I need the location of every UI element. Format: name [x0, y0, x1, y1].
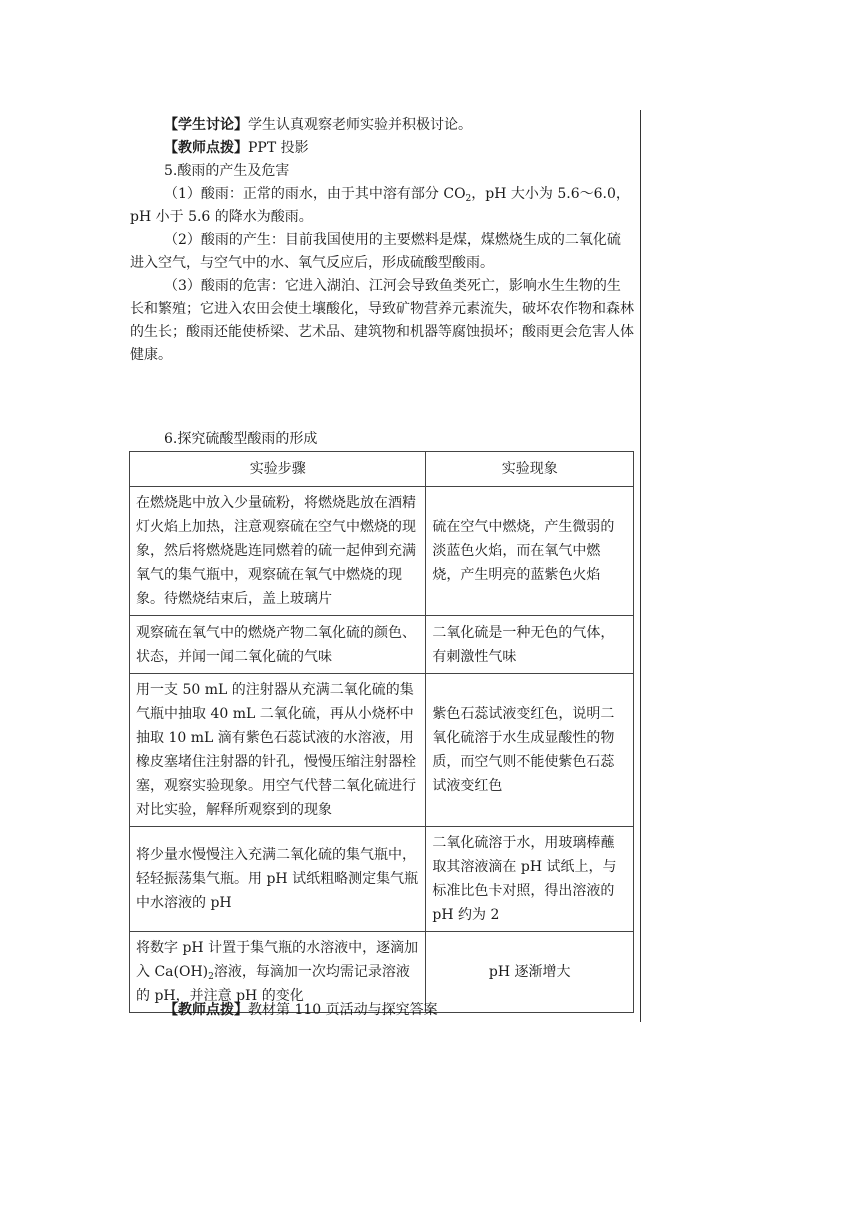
section-5-title: 5.酸雨的产生及危害	[164, 163, 290, 179]
table-row	[130, 674, 634, 827]
guidance-label: 【教师点拨】	[164, 140, 248, 156]
step-cell: 观察硫在氧气中的燃烧产物二氧化硫的颜色、状态，并闻一闻二氧化硫的气味	[130, 616, 426, 674]
step-cell: 用一支 50 mL 的注射器从充满二氧化硫的集气瓶中抽取 40 mL 二氧化硫，再从小烧杯中抽取 10 mL 滴有紫色石蕊试液的水溶液，用橡皮塞堵住注射器的针孔，慢慢压缩注射器栓塞，观察实验现象。用空气代替二氧化硫进行对比实验，解释所观察到的现象	[130, 674, 426, 827]
table-row	[130, 827, 634, 932]
step-text-b: 溶液，每滴加一次均需记录溶液的 pH，并注意 pH 的变化	[136, 964, 410, 1004]
margin-rule	[640, 110, 641, 1022]
result-cell: pH 逐渐增大	[426, 932, 634, 1013]
result-cell: 紫色石蕊试液变红色，说明二氧化硫溶于水生成显酸性的物质，而空气则不能使紫色石蕊试液变红色	[426, 674, 634, 827]
result-cell: 硫在空气中燃烧，产生微弱的淡蓝色火焰，而在氧气中燃烧，产生明亮的蓝紫色火焰	[426, 487, 634, 616]
guidance-text: PPT 投影	[248, 140, 309, 156]
discussion-text: 学生认真观察老师实验并积极讨论。	[248, 117, 472, 133]
step-cell: 将少量水慢慢注入充满二氧化硫的集气瓶中，轻轻振荡集气瓶。用 pH 试纸粗略测定集气瓶中水溶液的 pH	[130, 827, 426, 932]
result-cell: 二氧化硫溶于水，用玻璃棒蘸取其溶液滴在 pH 试纸上，与标准比色卡对照，得出溶液的 pH 约为 2	[426, 827, 634, 932]
discussion-label: 【学生讨论】	[164, 117, 248, 133]
guidance-text: 教材第 110 页活动与探究答案	[248, 1002, 438, 1018]
teacher-guidance-1	[130, 137, 634, 160]
header-steps: 实验步骤	[130, 452, 426, 487]
step-cell: 在燃烧匙中放入少量硫粉，将燃烧匙放在酒精灯火焰上加热，注意观察硫在空气中燃烧的现象，然后将燃烧匙连同燃着的硫一起伸到充满氧气的集气瓶中，观察硫在氧气中燃烧的现象。待燃烧结束后，盖上玻璃片	[130, 487, 426, 616]
step-text-a: 将数字 pH 计置于集气瓶的水溶液中，逐滴加入 Ca(OH)	[136, 940, 419, 980]
teacher-guidance-2	[130, 999, 634, 1022]
guidance-label: 【教师点拨】	[164, 1002, 248, 1018]
co2-subscript: 2	[465, 194, 472, 204]
student-discussion	[130, 114, 634, 137]
p1-text-a: （1）酸雨：正常的雨水，由于其中溶有部分 CO	[164, 186, 466, 202]
section-5-paragraph-1	[130, 183, 634, 229]
section-5-paragraph-3: （3）酸雨的危害：它进入湖泊、江河会导致鱼类死亡，影响水生生物的生长和繁殖；它进入农田会使土壤酸化，导致矿物营养元素流失，破坏农作物和森林的生长；酸雨还能使桥梁、艺术品、建筑物和机器等腐蚀损坏；酸雨更会危害人体健康。	[130, 278, 634, 363]
table-row	[130, 487, 634, 616]
caoh2-subscript: 2	[208, 972, 214, 982]
p1-text-b: ，pH 大小为 5.6～6.0，pH 小于 5.6 的降水为酸雨。	[130, 186, 630, 225]
table-header-row	[130, 452, 634, 487]
header-phenomena: 实验现象	[426, 452, 634, 487]
section-6-title: 6.探究硫酸型酸雨的形成	[164, 431, 318, 447]
table-row	[130, 616, 634, 674]
section-5-paragraph-2: （2）酸雨的产生：目前我国使用的主要燃料是煤，煤燃烧生成的二氧化硫进入空气，与空气中的水、氧气反应后，形成硫酸型酸雨。	[130, 232, 621, 271]
experiment-table	[129, 451, 634, 1013]
result-cell: 二氧化硫是一种无色的气体，有刺激性气味	[426, 616, 634, 674]
